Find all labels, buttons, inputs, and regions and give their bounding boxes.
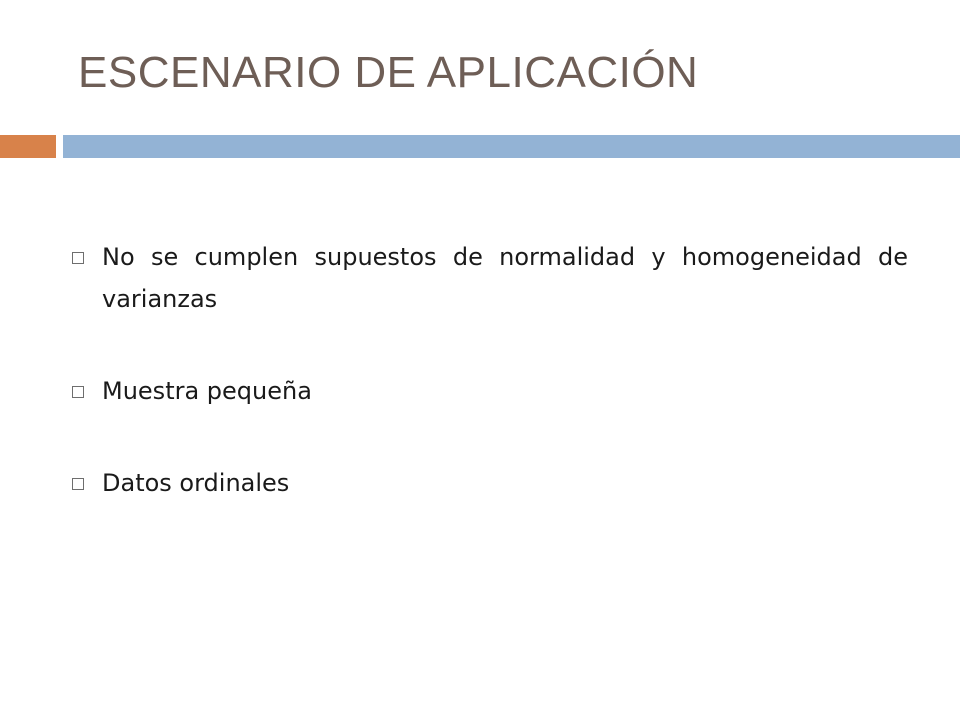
hollow-square-icon (72, 478, 84, 490)
title-accent-bar-left (0, 135, 56, 158)
bullet-item (72, 462, 908, 504)
title-accent-bar-right (63, 135, 960, 158)
bullet-text: Datos ordinales (102, 469, 290, 497)
hollow-square-icon (72, 386, 84, 398)
bullet-item (72, 236, 908, 320)
bullet-text: No se cumplen supuestos de normalidad y homogeneidad de varianzas (102, 243, 908, 313)
bullet-item (72, 370, 908, 412)
slide-title: ESCENARIO DE APLICACIÓN (78, 48, 699, 97)
bullet-list (72, 236, 908, 554)
bullet-text: Muestra pequeña (102, 377, 312, 405)
hollow-square-icon (72, 252, 84, 264)
